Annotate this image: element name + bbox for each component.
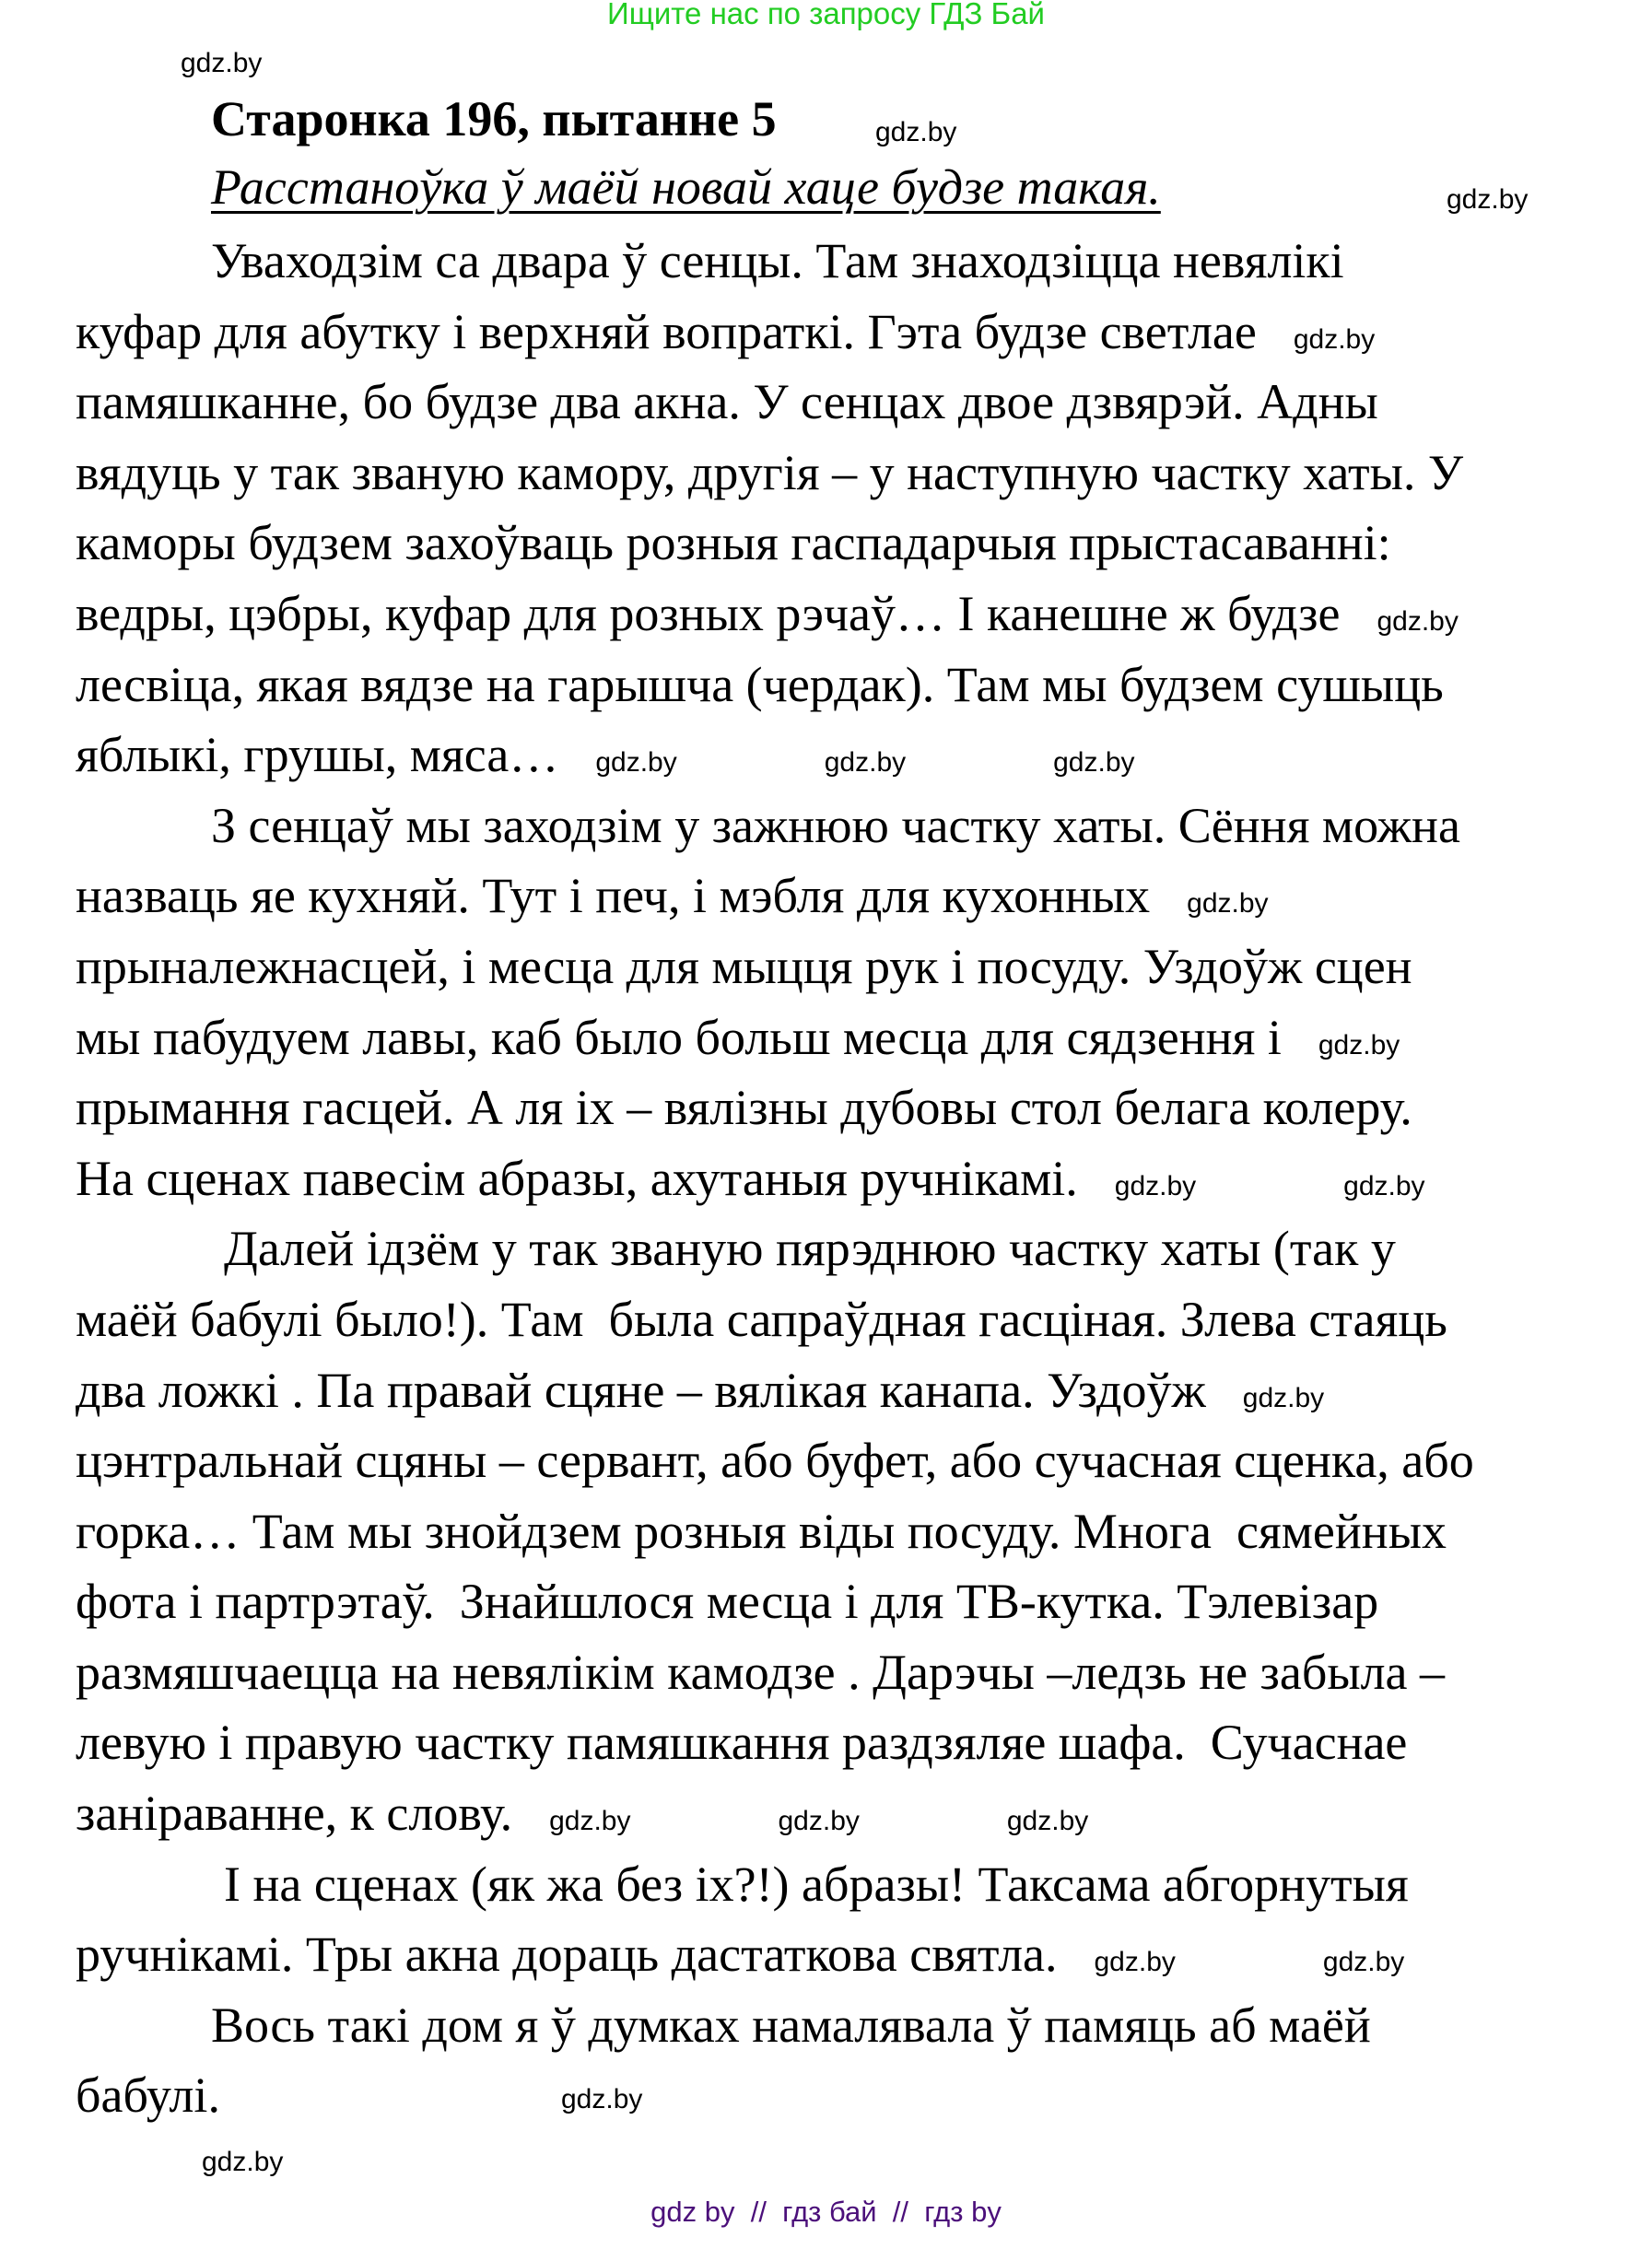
watermark: gdz.by (1053, 747, 1135, 779)
text-line (76, 1566, 1474, 1637)
watermark: gdz.by (778, 1806, 860, 1837)
watermark: gdz.by (1006, 1806, 1089, 1837)
watermark: gdz.by (1447, 184, 1529, 215)
text-line (76, 297, 1474, 368)
text-line-content: горка… Там мы знойдзем розныя віды посуду. Многа сямейных (76, 1503, 1447, 1559)
page-title: Старонка 196, пытанне 5 (211, 91, 777, 146)
text-line (76, 438, 1474, 509)
text-line (76, 226, 1474, 297)
text-line (76, 791, 1474, 861)
text-line-content: мы пабудуем лавы, каб было больш месца для сядзення і (76, 1009, 1282, 1065)
text-line-content: вядуць у так званую камору, другія – у наступную частку хаты. У (76, 444, 1464, 500)
text-line-content: левую і правую частку памяшкання раздзяляе шафа. Сучаснае (76, 1715, 1408, 1771)
watermark: gdz.by (1377, 605, 1459, 637)
footer-links: gdz by // гдз бай // гдз by (650, 2196, 1002, 2228)
text-line (76, 1284, 1474, 1355)
text-line-content: Уваходзім са двара ў сенцы. Там знаходзіцца невялікі (211, 233, 1344, 288)
text-line-content: лесвіца, якая вядзе на гарышча (чердак). Там мы будзем сушыць (76, 656, 1444, 712)
watermark: gdz.by (549, 1806, 631, 1837)
text-line (76, 367, 1474, 438)
text-line-content: куфар для абутку і верхняй вопраткі. Гэта будзе светлае (76, 303, 1257, 359)
text-line (76, 1707, 1474, 1778)
text-line (76, 508, 1474, 579)
watermark: gdz.by (202, 2147, 284, 2177)
text-line (76, 1849, 1474, 1920)
text-line-content: ведры, цэбры, куфар для розных рэчаў… І канешне ж будзе (76, 585, 1341, 641)
text-line-content: ручнікамі. Тры акна дораць дастаткова святла. (76, 1927, 1058, 1983)
watermark: gdz.by (1322, 1947, 1405, 1978)
text-line (76, 1919, 1474, 1990)
watermark: gdz.by (181, 48, 263, 78)
text-line (76, 861, 1474, 931)
text-line (76, 1425, 1474, 1496)
text-line-content: размяшчаецца на невялікім камодзе . Дарэчы –ледзь не забыла – (76, 1644, 1446, 1700)
text-line (76, 1778, 1474, 1849)
text-line (76, 2060, 1474, 2131)
text-line (76, 1355, 1474, 1426)
text-line-content: заніраванне, к слову. (76, 1786, 513, 1842)
watermark: gdz.by (595, 747, 677, 779)
text-line (76, 1072, 1474, 1143)
watermark: gdz.by (875, 117, 957, 147)
text-line-content: Далей ідзём у так званую пярэднюю частку хаты (так у (224, 1221, 1396, 1277)
text-line-content: памяшканне, бо будзе два акна. У сенцах двое дзвярэй. Адны (76, 374, 1378, 430)
text-line-content: цэнтральнай сцяны – сервант, або буфет, або сучасная сценка, або (76, 1433, 1474, 1489)
text-line-content: два ложкі . Па правай сцяне – вялікая канапа. Уздоўж (76, 1362, 1206, 1418)
watermark: gdz.by (1343, 1170, 1425, 1201)
text-line (76, 1213, 1474, 1284)
text-line-content: фота і партрэтаў. Знайшлося месца і для ТВ-кутка. Тэлевізар (76, 1574, 1379, 1630)
watermark: gdz.by (1318, 1029, 1400, 1060)
text-line (76, 1143, 1474, 1214)
text-line-content: прыналежнасцей, і месца для мыцця рук і посуду. Уздоўж сцен (76, 938, 1412, 994)
subtitle: Расстаноўка ў маёй новай хаце будзе такая. (211, 159, 1161, 215)
text-line-content: маёй бабулі было!). Там была сапраўдная гасціная. Злева стаяць (76, 1291, 1447, 1347)
text-line-content: Вось такі дом я ў думках намалявала ў памяць аб маёй (211, 1997, 1371, 2053)
text-line (76, 1002, 1474, 1073)
watermark: gdz.by (1242, 1382, 1325, 1413)
watermark: gdz.by (824, 747, 907, 779)
top-banner: Ищите нас по запросу ГДЗ Бай (607, 0, 1045, 30)
text-line (76, 650, 1474, 720)
watermark: gdz.by (1114, 1170, 1197, 1201)
watermark: gdz.by (1293, 323, 1376, 355)
text-line (76, 720, 1474, 791)
watermark: gdz.by (1094, 1947, 1176, 1978)
watermark: gdz.by (1187, 888, 1269, 920)
text-line (76, 579, 1474, 650)
text-line-content: прымання гасцей. А ля іх – вялізны дубовы стол белага колеру. (76, 1080, 1412, 1136)
text-line-content: На сценах павесім абразы, ахутаныя ручнікамі. (76, 1150, 1078, 1206)
text-line (76, 1637, 1474, 1708)
text-line-content: яблыкі, грушы, мяса… (76, 727, 559, 783)
text-line-content: каморы будзем захоўваць розныя гаспадарчыя прыстасаванні: (76, 515, 1391, 571)
text-line (76, 931, 1474, 1002)
answer-text (76, 226, 1474, 2131)
text-line-content: назваць яе кухняй. Тут і печ, і мэбля для кухонных (76, 868, 1151, 924)
text-line-content: З сенцаў мы заходзім у зажнюю частку хаты. Сёння можна (211, 797, 1460, 853)
text-line-content: І на сценах (як жа без іх?!) абразы! Таксама абгорнутыя (224, 1856, 1409, 1912)
watermark: gdz.by (561, 2084, 643, 2114)
text-line (76, 1496, 1474, 1567)
text-line (76, 1990, 1474, 2061)
text-line-content: бабулі. (76, 2067, 220, 2124)
